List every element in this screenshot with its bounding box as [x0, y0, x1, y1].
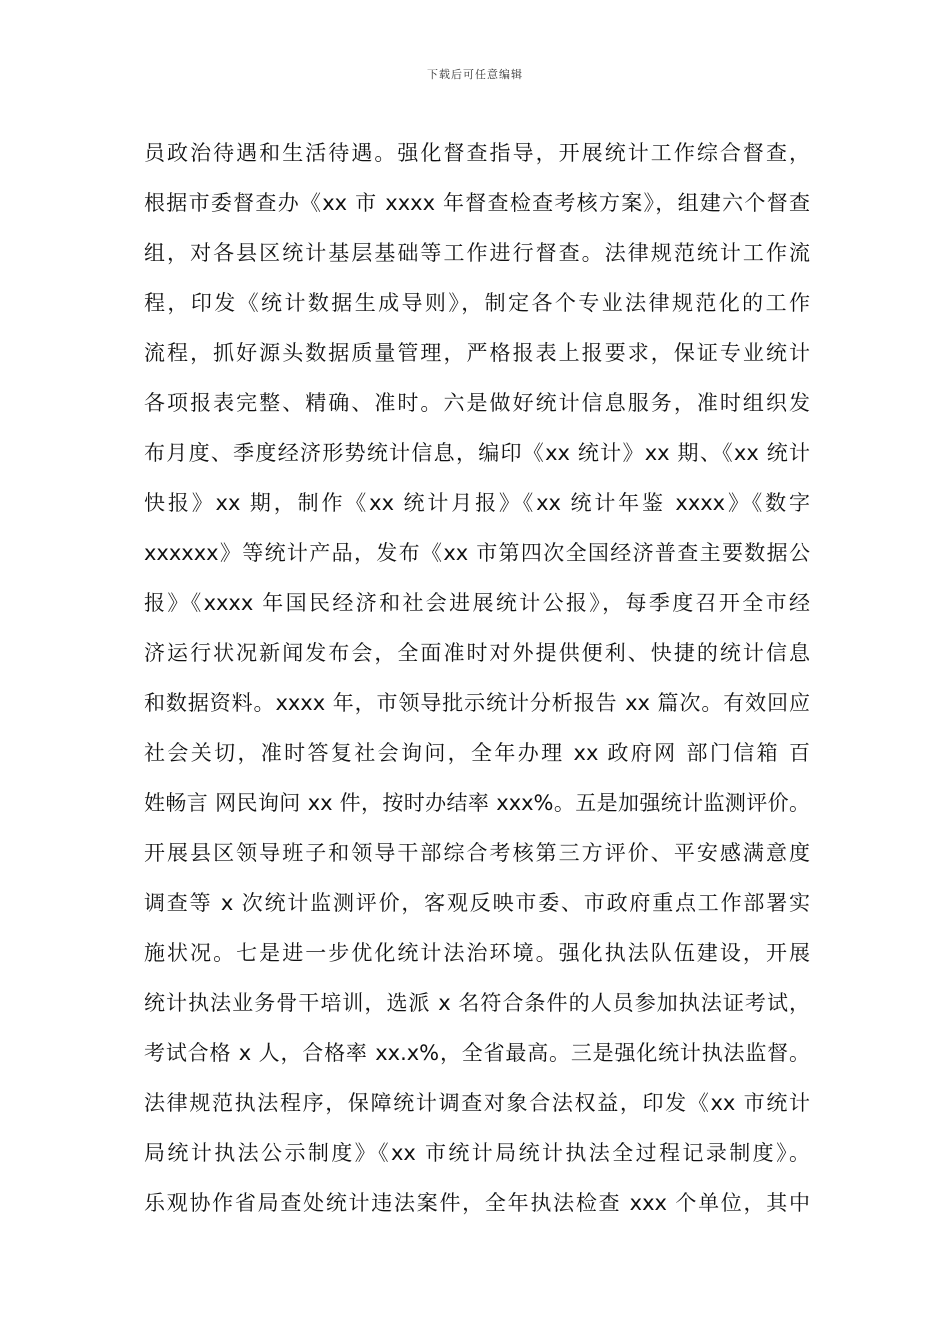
text-line: 济运行状况新闻发布会，全面准时对外提供便利、快捷的统计信息 [144, 641, 810, 665]
text-line: 法律规范执法程序，保障统计调查对象合法权益，印发《xx 市统计 [144, 1091, 810, 1115]
text-line: 开展县区领导班子和领导干部综合考核第三方评价、平安感满意度 [144, 841, 810, 865]
text-line: 根据市委督查办《xx 市 xxxx 年督查检查考核方案》，组建六个督查 [144, 191, 810, 215]
text-line: 流程，抓好源头数据质量管理，严格报表上报要求，保证专业统计 [144, 341, 810, 365]
text-line: 布月度、季度经济形势统计信息，编印《xx 统计》xx 期、《xx 统计 [144, 441, 810, 465]
text-line: 和数据资料。xxxx 年，市领导批示统计分析报告 xx 篇次。有效回应 [144, 691, 810, 715]
text-line: 社会关切，准时答复社会询问，全年办理 xx 政府网 部门信箱 百 [144, 741, 810, 765]
text-line: 组，对各县区统计基层基础等工作进行督查。法律规范统计工作流 [144, 241, 810, 265]
page-header-note: 下载后可任意编辑 [427, 68, 523, 81]
text-line: 各项报表完整、精确、准时。六是做好统计信息服务，准时组织发 [144, 391, 810, 415]
text-line: 程，印发《统计数据生成导则》，制定各个专业法律规范化的工作 [144, 291, 810, 315]
text-line: 姓畅言 网民询问 xx 件，按时办结率 xxx%。五是加强统计监测评价。 [144, 791, 810, 815]
text-line: 快报》xx 期，制作《xx 统计月报》《xx 统计年鉴 xxxx》《数字 [144, 491, 810, 515]
text-line: 报》《xxxx 年国民经济和社会进展统计公报》，每季度召开全市经 [144, 591, 810, 615]
text-line: 员政治待遇和生活待遇。强化督查指导，开展统计工作综合督查， [144, 141, 810, 165]
text-line: 乐观协作省局查处统计违法案件，全年执法检查 xxx 个单位，其中 [144, 1191, 810, 1215]
text-line: 施状况。七是进一步优化统计法治环境。强化执法队伍建设，开展 [144, 941, 810, 965]
text-line: 考试合格 x 人，合格率 xx.x%，全省最高。三是强化统计执法监督。 [144, 1041, 810, 1065]
text-line: 局统计执法公示制度》《xx 市统计局统计执法全过程记录制度》。 [144, 1141, 810, 1165]
text-line: xxxxxx》等统计产品，发布《xx 市第四次全国经济普查主要数据公 [144, 541, 810, 565]
document-body [144, 128, 810, 1228]
text-line: 统计执法业务骨干培训，选派 x 名符合条件的人员参加执法证考试， [144, 991, 810, 1015]
text-line: 调查等 x 次统计监测评价，客观反映市委、市政府重点工作部署实 [144, 891, 810, 915]
